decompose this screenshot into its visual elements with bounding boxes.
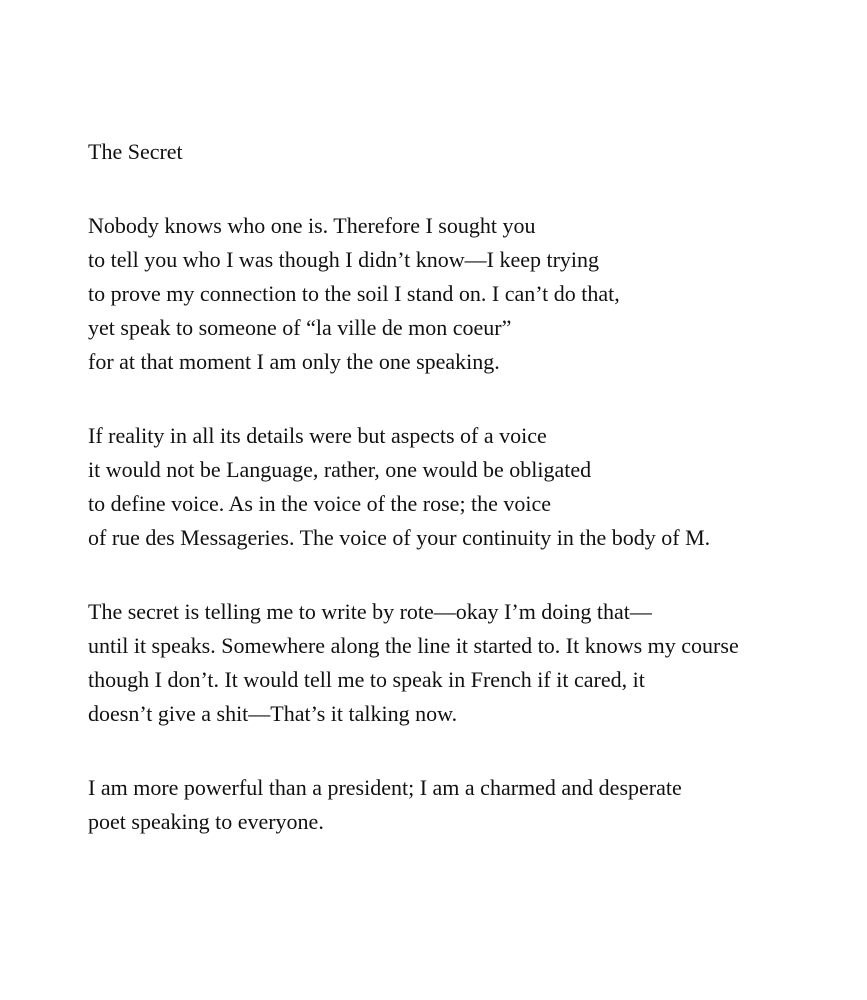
stanza-1: [88, 209, 798, 379]
stanza-3: [88, 595, 798, 731]
poem-line: doesn’t give a shit—That’s it talking now.: [88, 701, 458, 726]
poem-line: I am more powerful than a president; I am a charmed and desperate: [88, 775, 682, 800]
poem-line: The secret is telling me to write by rote—okay I’m doing that—: [88, 599, 652, 624]
poem-line: though I don’t. It would tell me to speak in French if it cared, it: [88, 667, 645, 692]
stanza-4: [88, 771, 798, 839]
poem-line: If reality in all its details were but aspects of a voice: [88, 423, 547, 448]
poem-line: to prove my connection to the soil I stand on. I can’t do that,: [88, 281, 620, 306]
stanza-2: [88, 419, 798, 555]
poem-title: The Secret: [88, 139, 183, 164]
poem-line: it would not be Language, rather, one would be obligated: [88, 457, 592, 482]
poem-line: to define voice. As in the voice of the rose; the voice: [88, 491, 552, 516]
poem-line: for at that moment I am only the one speaking.: [88, 349, 500, 374]
poem: [88, 135, 798, 879]
poem-line: to tell you who I was though I didn’t know—I keep trying: [88, 247, 600, 272]
poem-line: yet speak to someone of “la ville de mon coeur”: [88, 315, 512, 340]
poem-line: of rue des Messageries. The voice of your continuity in the body of M.: [88, 525, 711, 550]
poem-line: poet speaking to everyone.: [88, 809, 324, 834]
poem-line: until it speaks. Somewhere along the line it started to. It knows my course: [88, 633, 739, 658]
poem-line: Nobody knows who one is. Therefore I sought you: [88, 213, 536, 238]
